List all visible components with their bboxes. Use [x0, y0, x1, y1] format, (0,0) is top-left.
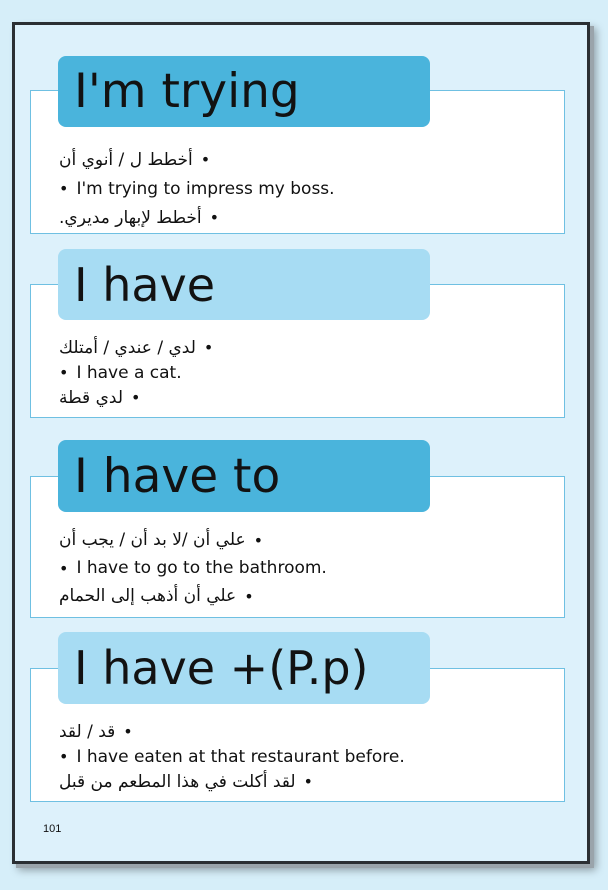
section-heading-text: I'm trying	[74, 64, 300, 119]
bullet-icon: •	[59, 363, 69, 382]
bullet-icon: •	[200, 150, 211, 169]
section-heading-text: I have to	[74, 448, 281, 504]
section-heading	[58, 440, 430, 512]
bullet-text: لقد أكلت في هذا المطعم من قبل	[59, 771, 296, 792]
bullet-text: علي أن /لا بد أن / يجب أن	[59, 530, 246, 550]
bullet-list	[59, 145, 544, 232]
bullet-icon: •	[209, 208, 220, 227]
list-item	[59, 719, 544, 744]
bullet-list	[59, 335, 544, 410]
section-heading-text: I have +(P.p)	[74, 641, 369, 695]
bullet-text: أخطط لإبهار مديري.	[59, 207, 202, 228]
bullet-icon: •	[59, 179, 69, 198]
bullet-text: I have to go to the bathroom.	[76, 558, 327, 578]
section-heading	[58, 632, 430, 704]
list-item	[59, 360, 544, 385]
bullet-text: قد / لقد	[59, 721, 116, 742]
bullet-text: علي أن أذهب إلى الحمام	[59, 586, 237, 606]
list-item	[59, 335, 544, 360]
bullet-text: لدي قطة	[59, 387, 123, 408]
bullet-list	[59, 526, 544, 610]
list-item	[59, 554, 544, 582]
bullet-list	[59, 719, 544, 794]
bullet-icon: •	[123, 722, 133, 741]
bullet-icon: •	[244, 586, 254, 606]
bullet-text: I have eaten at that restaurant before.	[76, 746, 405, 767]
bullet-text: لدي / عندي / أمتلك	[59, 337, 196, 358]
section-heading	[58, 249, 430, 320]
bullet-icon: •	[303, 772, 313, 791]
bullet-icon: •	[203, 338, 214, 357]
bullet-icon: •	[59, 558, 69, 578]
list-item	[59, 174, 544, 203]
bullet-text: I have a cat.	[76, 362, 182, 383]
list-item	[59, 526, 544, 554]
bullet-text: أخطط ل / أنوي أن	[59, 149, 193, 170]
page-number: 101	[43, 823, 62, 835]
section-heading	[58, 56, 430, 127]
section-heading-text: I have	[74, 257, 216, 312]
list-item	[59, 203, 544, 232]
bullet-icon: •	[131, 388, 141, 407]
bullet-icon: •	[59, 747, 69, 766]
list-item	[59, 769, 544, 794]
bullet-icon: •	[253, 530, 264, 550]
list-item	[59, 744, 544, 769]
bullet-text: I'm trying to impress my boss.	[76, 178, 335, 199]
list-item	[59, 582, 544, 610]
list-item	[59, 145, 544, 174]
list-item	[59, 385, 544, 410]
